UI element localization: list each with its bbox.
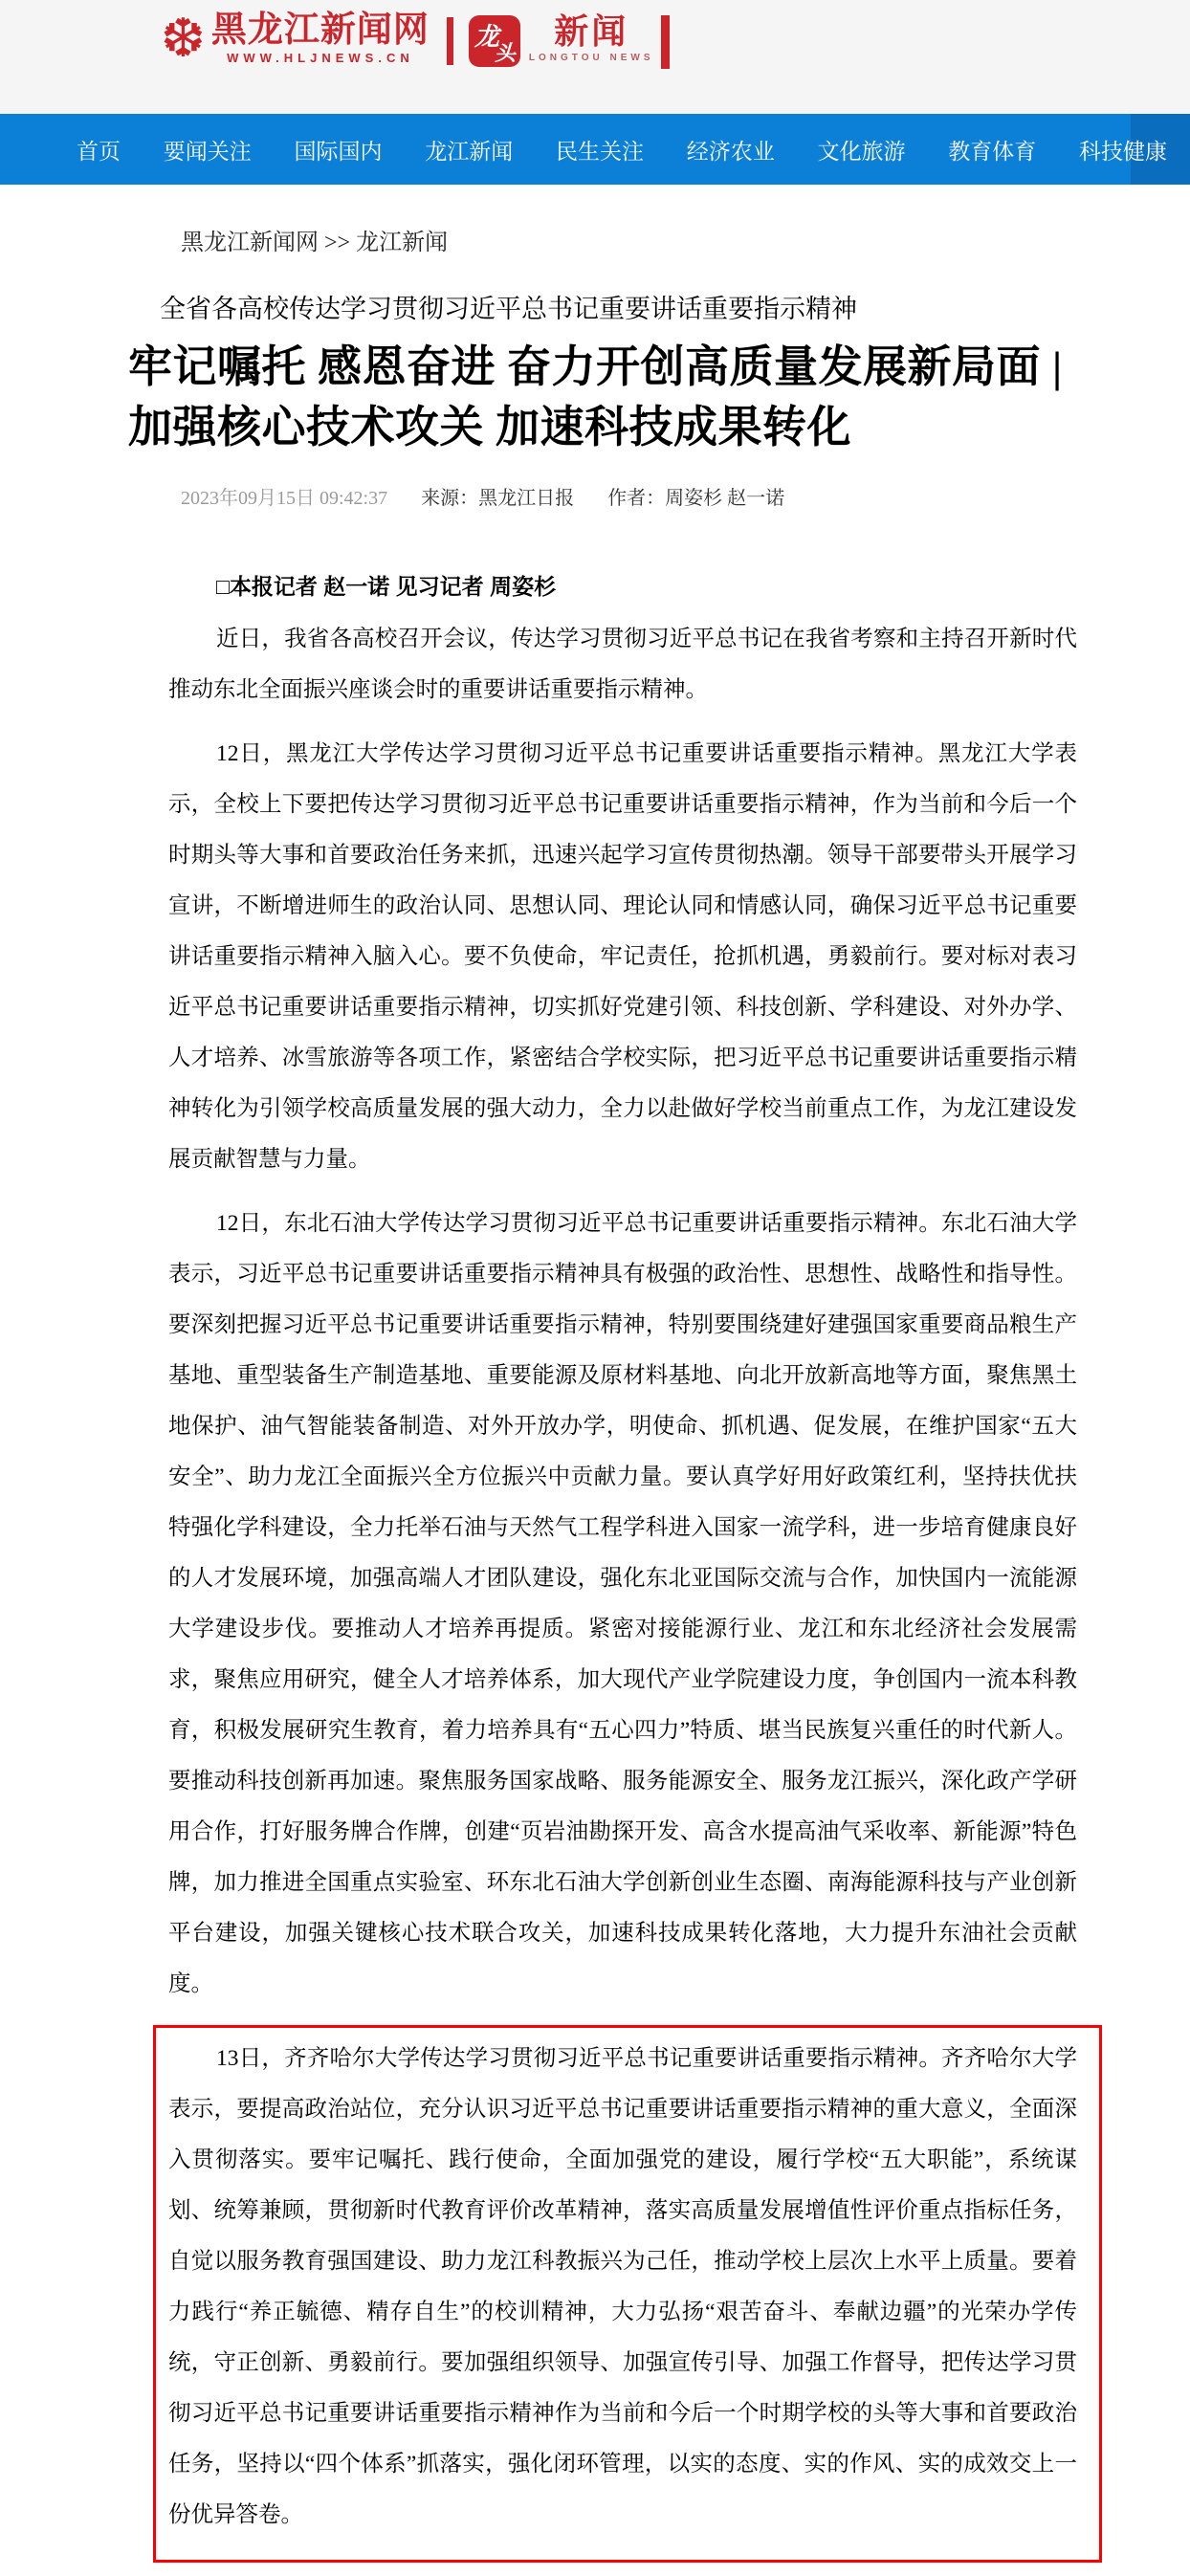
breadcrumb[interactable]: 黑龙江新闻网 >> 龙江新闻 — [181, 231, 449, 255]
nav-item-education-sports[interactable]: 教育体育 — [948, 138, 1037, 164]
partner-subtitle: LONGTOU NEWS — [528, 53, 654, 63]
article-paragraph: 12日，东北石油大学传达学习贯彻习近平总书记重要讲话重要指示精神。东北石油大学表示，习近平总书记重要讲话重要指示精神具有极强的政治性、思想性、战略性和指导性。要深刻把握习近平总书记重要讲话重要指示精神，特别要围绕建好建强国家重要商品粮生产基地、重型装备生产制造基地、重要能源及原材料基地、向北开放新高地等方面，聚焦黑土地保护、油气智能装备制造、对外开放办学，明使命、抓机遇、促发展，在维护国家“五大安全”、助力龙江全面振兴全方位振兴中贡献力量。要认真学好用好政策红利，坚持扶优扶特强化学科建设，全力托举石油与天然气工程学科进入国家一流学科，进一步培育健康良好的人才发展环境，加强高端人才团队建设，强化东北亚国际交流与合作，加快国内一流能源大学建设步伐。要推动人才培养再提质。紧密对接能源行业、龙江和东北经济社会发展需求，聚焦应用研究，健全人才培养体系，加大现代产业学院建设力度，争创国内一流本科教育，积极发展研究生教育，着力培养具有“五心四力”特质、堪当民族复兴重任的时代新人。要推动科技创新再加速。聚焦服务国家战略、服务能源安全、服务龙江振兴，深化政产学研用合作，打好服务牌合作牌，创建“页岩油勘探开发、高含水提高油气采收率、新能源”特色牌，加力推进全国重点实验室、环东北石油大学创新创业生态圈、南海能源科技与产业创新平台建设，加强关键核心技术联合攻关，加速科技成果转化落地，大力提升东油社会贡献度。 — [168, 1210, 1077, 1996]
logo-row — [161, 10, 670, 69]
site-url: WWW.HLJNEWS.CN — [227, 50, 414, 65]
nav-item-culture-tourism[interactable]: 文化旅游 — [817, 138, 906, 164]
reporter-byline: □本报记者 赵一诺 见习记者 周姿杉 — [216, 573, 557, 599]
highlighted-paragraph: 13日，齐齐哈尔大学传达学习贯彻习近平总书记重要讲话重要指示精神。齐齐哈尔大学表示，要提高政治站位，充分认识习近平总书记重要讲话重要指示精神的重大意义，全面深入贯彻落实。要牢记嘱托、践行使命，全面加强党的建设，履行学校“五大职能”，系统谋划、统筹兼顾，贯彻新时代教育评价改革精神，落实高质量发展增值性评价重点指标任务，自觉以服务教育强国建设、助力龙江科教振兴为己任，推动学校上层次上水平上质量。要着力践行“养正毓德、精存自生”的校训精神，大力弘扬“艰苦奋斗、奉献边疆”的光荣办学传统，守正创新、勇毅前行。要加强组织领导、加强宣传引导、加强工作督导，把传达学习贯彻习近平总书记重要讲话重要指示精神作为当前和今后一个时期学校的头等大事和首要政治任务，坚持以“四个体系”抓落实，强化闭环管理，以实的态度、实的作风、实的成效交上一份优异答卷。 — [168, 2045, 1077, 2527]
source-label: 来源：黑龙江日报 — [421, 487, 575, 509]
nav-item-home[interactable]: 首页 — [77, 138, 121, 164]
site-name: 黑龙江新闻网 — [210, 10, 430, 49]
seal-char-top: 龙 — [474, 23, 499, 51]
main-nav — [0, 114, 1190, 185]
article-paragraph: 近日，我省各高校召开会议，传达学习贯彻习近平总书记在我省考察和主持召开新时代推动东北全面振兴座谈会时的重要讲话重要指示精神。 — [168, 626, 1077, 702]
article-meta — [181, 482, 1077, 510]
partner-logo[interactable] — [529, 10, 654, 63]
article-kicker: 全省各高校传达学习贯彻习近平总书记重要讲话重要指示精神 — [160, 295, 857, 323]
seal-char-bottom: 头 — [494, 41, 516, 65]
longtou-seal-icon[interactable] — [469, 15, 520, 67]
highlighted-paragraph-box — [153, 2025, 1102, 2563]
snowflake-icon: ❆ — [161, 8, 206, 70]
nav-item-top-news[interactable]: 要闻关注 — [163, 138, 252, 164]
site-header — [0, 0, 1190, 114]
nav-item-longjiang-news[interactable]: 龙江新闻 — [425, 138, 514, 164]
nav-item-economy-agriculture[interactable]: 经济农业 — [686, 138, 775, 164]
author-label: 作者：周姿杉 赵一诺 — [607, 487, 785, 509]
nav-item-international-domestic[interactable]: 国际国内 — [294, 138, 383, 164]
article-paragraph: 12日，黑龙江大学传达学习贯彻习近平总书记重要讲话重要指示精神。黑龙江大学表示，全校上下要把传达学习贯彻习近平总书记重要讲话重要指示精神，作为当前和今后一个时期头等大事和首要政治任务来抓，迅速兴起学习宣传贯彻热潮。领导干部要带头开展学习宣讲，不断增进师生的政治认同、思想认同、理论认同和情感认同，确保习近平总书记重要讲话重要指示精神入脑入心。要不负使命，牢记责任，抢抓机遇，勇毅前行。要对标对表习近平总书记重要讲话重要指示精神，切实抓好党建引领、科技创新、学科建设、对外办学、人才培养、冰雪旅游等各项工作，紧密结合学校实际，把习近平总书记重要讲话重要指示精神转化为引领学校高质量发展的强大动力，全力以赴做好学校当前重点工作，为龙江建设发展贡献智慧与力量。 — [168, 740, 1077, 1172]
nav-item-livelihood[interactable]: 民生关注 — [556, 138, 644, 164]
article-page — [128, 223, 1077, 2576]
logo-separator-bar — [447, 17, 453, 65]
nav-item-tech-health[interactable]: 科技健康 — [1079, 138, 1167, 164]
site-logo[interactable] — [211, 10, 430, 65]
logo-accent-bar — [661, 15, 670, 69]
publish-datetime: 2023年09月15日 09:42:37 — [181, 487, 388, 509]
page-title: 牢记嘱托 感恩奋进 奋力开创高质量发展新局面 |加强核心技术攻关 加速科技成果转化 — [128, 342, 1063, 452]
partner-name: 新闻 — [554, 11, 629, 51]
